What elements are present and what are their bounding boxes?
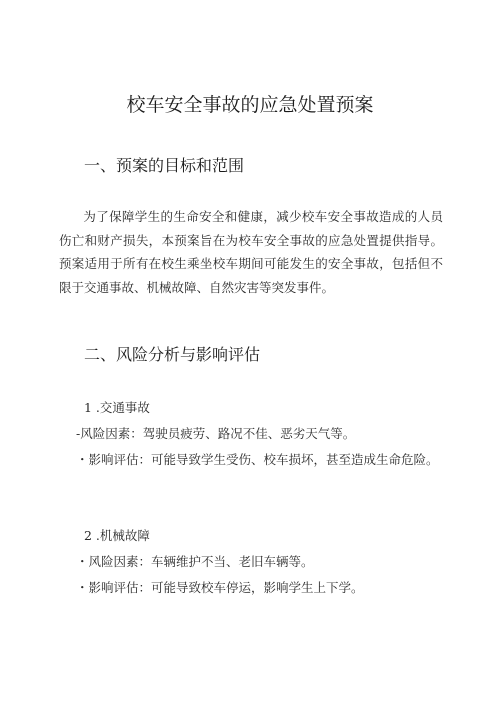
paragraph-text: 为了保障学生的生命安全和健康，减少校车安全事故造成的人员伤亡和财产损失，本预案旨在为校车安全事故的应急处置提供指导。预案适用于所有在校生乘坐校车期间可能发生的安全事故，包括但不限于交通事故、机械故障、自然灾害等突发事件。 [59,209,443,295]
document-title: 校车安全事故的应急处置预案 [126,94,374,116]
item-impact-mechanical-failure: ・影响评估：可能导致校车停运，影响学生上下学。 [76,580,364,595]
section-paragraph-goals-scope [59,205,443,299]
item-title-traffic-accident: 1 .交通事故 [84,400,150,415]
section-heading-risk-analysis: 二、风险分析与影响评估 [84,345,261,364]
section-heading-goals-scope: 一、预案的目标和范围 [84,156,245,175]
item-impact-traffic-accident: ・影响评估：可能导致学生受伤、校车损坏，甚至造成生命危险。 [76,452,439,467]
item-risk-traffic-accident: -风险因素：驾驶员疲劳、路况不佳、恶劣天气等。 [76,426,356,441]
item-title-mechanical-failure: 2 .机械故障 [84,528,150,543]
item-risk-mechanical-failure: ・风险因素：车辆维护不当、老旧车辆等。 [76,554,314,569]
